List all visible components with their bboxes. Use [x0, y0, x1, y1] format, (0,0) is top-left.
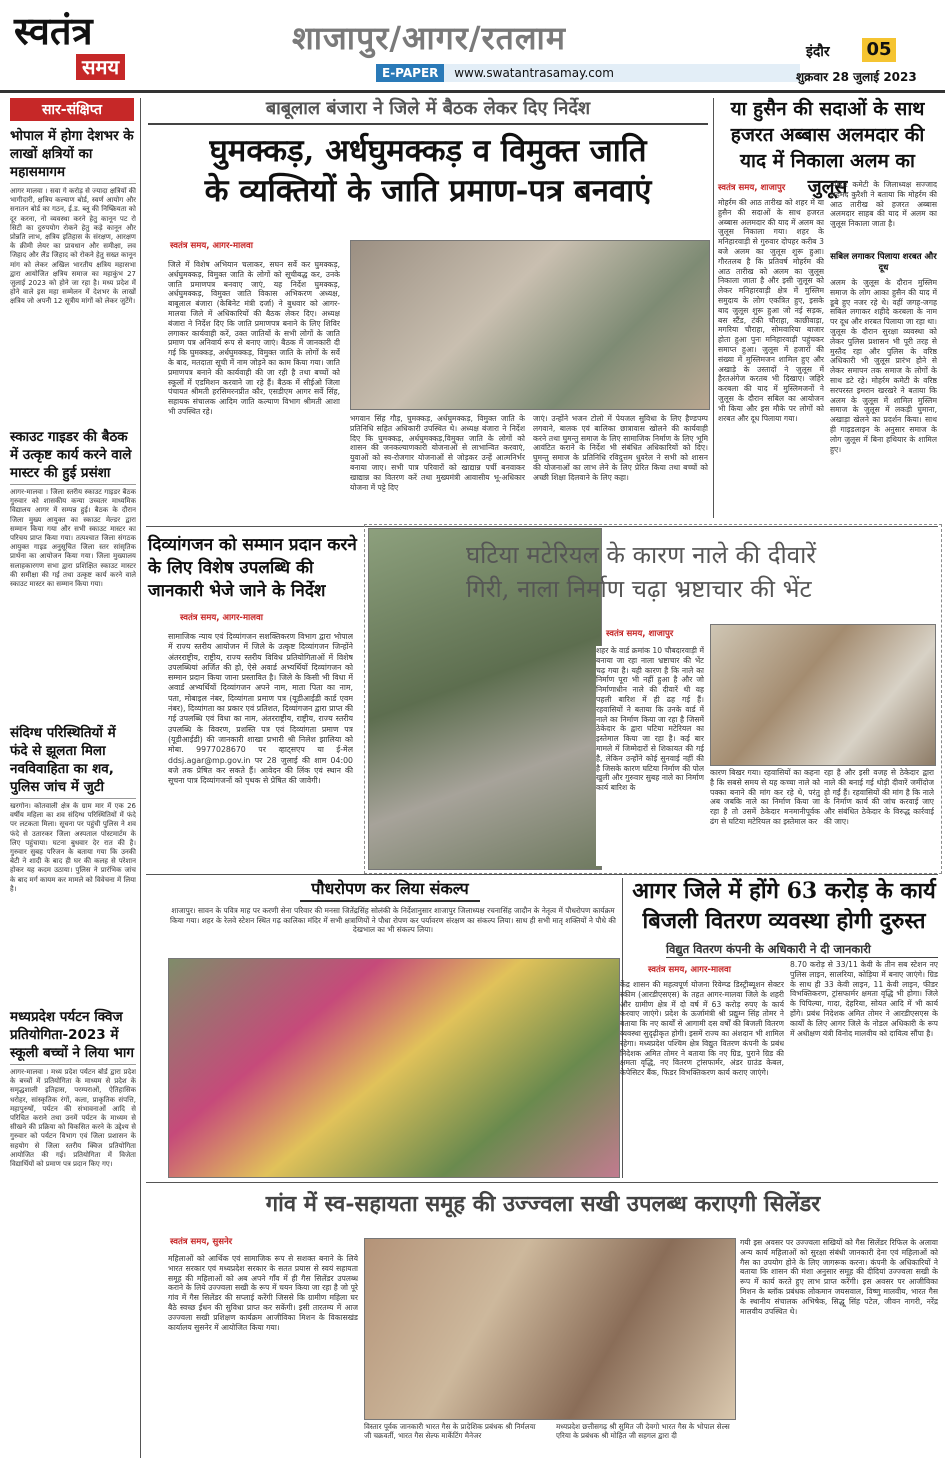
- sidebar-headline: संदिग्ध परिस्थितियों में फंदे से झूलता मिला नवविवाहिता का शव, पुलिस जांच में जुटी: [10, 724, 136, 799]
- story-body: मोहर्रम की आठ तारीख को शहर में या हुसैन की सदाओं के साथ हजरत अब्बास अलमदार की याद में अलम का जुलूस निकाला गया। शहर के मनिहारवाड़ी से गुरुवार दोपहर करीब 3 बजे अलम का जुलूस शुरू हुआ। गौरतलब है कि प्रतिवर्ष मोहर्रम की आठ तारीख को अलम का जुलूस निकाला जाता है और इसी जुलूस को लेकर मनिहारवाड़ी क्षेत्र में मुस्लिम समुदाय के लोग एकत्रित हुए, इसके बाद जुलूस शुरू हुआ जो नई सड़क, बस स्टैंड, टंकी चौराहा, काछीवाड़ा, मगरिया चौराहा, सोमवारिया बाजार होता हुआ पुनः मनिहारवाड़ी पहुंचकर समाप्त हुआ। जुलूस में हजारों की संख्या में मुस्लिमजन शामिल हुए और अखाड़े के उस्तादों ने जुलूस में हैरतअंगेज करतब भी दिखाए। जहिरे करबला की याद में मुस्लिमजनों ने जुलूस के दौरान सबिल का आयोजन भी किया और इस मौके पर लोगों को शरबत और दूध पिलाया गया।: [718, 198, 824, 423]
- story-headline[interactable]: [628, 876, 940, 936]
- story-headline[interactable]: [466, 538, 936, 606]
- epaper-label: E-PAPER: [376, 64, 444, 82]
- sidebar-item[interactable]: [10, 724, 136, 1002]
- story-body: अलम के जुलूस के दौरान मुस्लिम समाज के लोग आका हुसैन की याद में डूबे हुए नजर रहे थे। वहीं जगह-जगह सबिल लगाकर शहीदे करबला के नाम पर दूध और शरबत पिलाया जा रहा था। जुलूस के दौरान सुरक्षा व्यवस्था को लेकर पुलिस प्रशासन भी पूरी तरह से मुस्तैद रहा और पुलिस के वरिष्ठ अधिकारी भी जुलूस प्रारंभ होने से लेकर समापन तक समाज के लोगों के साथ डटे रहे। मोहर्रम कमेटी के वरिष्ठ सरपरस्त इमरान खरखरे ने बताया कि अलम के जुलूस में शामिल मुस्लिम समाज के जुलूस में लकड़ी घुमाना, अखाड़ा खेलने का प्रदर्शन किया। साथ ही गाइडलाइन के अनुसार समाज के लोग जुलूस में बिना हथियार के शामिल हुए।: [830, 278, 937, 454]
- story-headline[interactable]: गांव में स्व-सहायता समूह की उज्ज्वला सखी उपलब्ध कराएगी सिलेंडर: [265, 1191, 821, 1217]
- story-kicker: बाबूलाल बंजारा ने जिले में बैठक लेकर दिए निर्देश: [148, 96, 708, 125]
- sidebar-headline: स्काउट गाइडर की बैठक में उत्कृष्ट कार्य करने वाले मास्टर की हुई प्रसंशा: [10, 428, 136, 485]
- byline: स्वतंत्र समय, आगर-मालवा: [648, 965, 731, 975]
- story-body: सामाजिक न्याय एवं दिव्यांगजन सशक्तिकरण विभाग द्वारा भोपाल में राज्य स्तरीय आयोजन में जिले के उत्कृष्ट दिव्यांगजन जिन्होंने अंतरराष्ट्रीय, राष्ट्रीय, राज्य स्तरीय विविध प्रतियोगिताओं में विशेष उपलब्धियां अर्जित की हो, ऐसे अवार्ड अभ्यर्थियों दिव्यांगजन को सम्मान प्रदान किया जाना प्रस्तावित है। जिले के किसी भी विधा में अवार्ड अभ्यर्थियों दिव्यांगजन अपने नाम, माता पिता का नाम, पता, मोबाइल नंबर, दिव्यांगता प्रमाण पत्र (यूडीआईडी कार्ड एवम नंबर), दिव्यांगता का प्रकार एवं प्रतिशत, दिव्यांगजन द्वारा प्राप्त की गई उपलब्धि एवं विधा का नाम, अंतरराष्ट्रीय, राष्ट्रीय, राज्य स्तरीय उपलब्धि के विवरण, प्रशस्ति पत्र एवं दिव्यांगता प्रमाण पत्र (यूडीआईडी) की जानकारी शाखा प्रभारी श्री निलेश झालिया को मोबा. 9977028670 पर व्हाट्सएप या ई-मेल ddsj.agar@mp.gov.in पर 28 जुलाई की शाम 04:00 बजे तक प्रेषित कर सकते हैं। आवेदन की लिंक एवं स्थान की सूचना पात्र दिव्यांगजनों को पृथक से प्रेषित की जावेगी।: [168, 632, 353, 786]
- sidebar-text: आगर-मालवा । मध्य प्रदेश पर्यटन बोर्ड द्वारा प्रदेश के बच्चों में प्रतियोगिता के माध्यम से प्रदेश के समृद्धशाली इतिहास, परम्पराओं, ऐतिहासिक धरोहर, सांस्कृतिक रंगों, कला, प्राकृतिक संपत्ति, महापुरुषों, पर्यटन की संभावनाओं आदि से परिचित कराने तथा उनमें पर्यटन के माध्यम से सीखने की प्रक्रिया को विकसित करने के उद्देश्य से गुरुवार को पर्यटन विभाग एवं जिला प्रशासन के सहयोग से जिला स्तरीय क्विज प्रतियोगिता आयोजित की गई। प्रतियोगिता में विजेता विद्यार्थियों को प्रमाण पत्र प्रदान किए गए।: [10, 1068, 136, 1169]
- story-headline[interactable]: दिव्यांगजन को सम्मान प्रदान करने के लिए विशेष उपलब्धि की जानकारी भेजे जाने के निर्देश: [148, 535, 357, 601]
- column-divider: [140, 98, 141, 1458]
- epaper-bar: [376, 64, 800, 82]
- byline: स्वतंत्र समय, शाजापुर: [718, 183, 786, 193]
- story-headline[interactable]: या हुसैन की सदाओं के साथ हजरत अब्बास अलमदार की याद में निकाला अलम का जुलूस: [730, 98, 925, 198]
- sidebar-item[interactable]: [10, 1008, 136, 1440]
- sidebar-item[interactable]: [10, 127, 136, 422]
- story-body: भगवान सिंह गौड़, घुमक्कड़, अर्धघुमक्कड़, विमुक्त जाति के प्रतिनिधि सहित अधिकारी उपस्थित थे। अध्यक्ष बंजारा ने निर्देश दिए कि घुमक्कड़, अर्धघुमक्कड़,विमुक्त जाति के लोगों को शासन की जनकल्याणकारी योजनाओं से लाभान्वित करवाएं, युवाओं को स्व-रोजगार योजनाओं से जोड़कर उन्हें आत्मनिर्भर बनाया जाए। सभी पात्र परिवारों को खाद्यान्न पर्ची बनवाकर खाद्यान्न का वितरण करें तथा मुख्यमंत्री आवासीय भू-अधिकार योजना में पट्टे दिए: [350, 414, 525, 492]
- website-link[interactable]: www.swatantrasamay.com: [454, 66, 614, 80]
- byline: स्वतंत्र समय, आगर-मालवा: [180, 613, 263, 623]
- headline-line: बिजली वितरण व्यवस्था होगी दुरुस्त: [642, 908, 926, 934]
- drain-wall-photo[interactable]: [710, 624, 936, 766]
- page-number: 05: [862, 38, 896, 62]
- headline-line: घटिया मटेरियल के कारण नाले की दीवारें: [466, 541, 817, 569]
- story-body: त्योहार कमेटी के जिलाध्यक्ष सज्जाद अहमद कुरैशी ने बताया कि मोहर्रम की आठ तारीख को हजरत अब्बास अलमदार साहब की याद में अलम का जुलूस निकाला जाता है।: [830, 180, 937, 229]
- lead-story: [148, 96, 708, 211]
- training-photo[interactable]: [364, 1238, 736, 1420]
- story-body: जिले में विशेष अभियान चलाकर, सघन सर्वे कर घुमक्कड़, अर्धघुमक्कड़, विमुक्त जाति के लोगों को सूचीबद्ध कर, उनके जाति प्रमाणपत्र बनवाए जाएं, यह निर्देश घुमक्कड़, अर्धघुमक्कड़, विमुक्त जाति विकास अभिकरण अध्यक्ष, बाबूलाल बंजारा (केबिनेट मंत्री दर्जा) ने बुधवार को आगर-मालवा जिले में अधिकारियों की बैठक लेकर दिए। अध्यक्ष बंजारा ने निर्देश दिए कि जाति प्रमाणपत्र बनाने के लिए शिविर लगाकर कार्यवाही करें, उक्त जातियों के सभी लोगों के जाति प्रमाण पत्र अनिवार्य रूप से बनाए जाएं। बैठक में जानकारी दी गई कि घुमक्कड़, अर्धघुमक्कड़, विमुक्त जाति के लोगों के सर्वे के बाद, मतदाता सूची में नाम जोड़ने का काम किया गया। जाति प्रमाणपत्र बनाने की कार्यवाही की जा रही है तथा बच्चों को स्कूलों में एडमिशन करवाने जा रहे हैं। बैठक में सीईओ जिला पंचायत श्रीमती हरसिमरनप्रीत कौर, एसडीएम आगर सर्वे सिंह, सहायक संचालक आदिम जाति कल्याण विभाग श्रीमती आशा भी उपस्थित रहे।: [168, 260, 340, 416]
- story-body: गयी इस अवसर पर उज्ज्वला सखियों को गैस सिलेंडर रिफिल के अलावा अन्य कार्य महिलाओं को सुरक्षा संबंधी जानकारी देना एवं महिलाओं को गैस का उपयोग होने के लिए जागरूक करना। कंपनी के अधिकारियों ने बताया कि शासन की मंशा अनुसार समूह की दीदियां उज्ज्वला सखी के रूप में कार्य करते हुए लाभ प्राप्त करेंगी। इस अवसर पर आजीविका मिशन के ब्लॉक प्रबंधक लोकमान जयसवाल, विष्णु मालवीय, भारत गैस के स्थानीय संचालक अभिषेक, सिद्धू सिंह पटेल, जीवन नागरी, नरेंद्र मालवीय उपस्थित थे।: [740, 1238, 938, 1316]
- plantation-photo[interactable]: [168, 958, 620, 1178]
- byline: स्वतंत्र समय, शाजापुर: [606, 629, 674, 639]
- meeting-photo[interactable]: [350, 240, 710, 410]
- photo-caption: विस्तार पूर्वक जानकारी भारत गैस के प्रादेशिक प्रबंधक श्री निर्मलया जी चक्रवर्ती, भारत गैस सेल्फ मार्केटिंग मैनेजर: [364, 1422, 536, 1440]
- story-body: रहा है और इसी वजह से ठेकेदार द्वारा नाले की बनाई गई थोड़ी दीवारें जमींदोज हो गईं हैं। रहवासियों की मांग है कि नाले के निर्माण कार्य की जांच करवाई जाए और संबंधित ठेकेदार के विरुद्ध कार्रवाई की जाए।: [824, 768, 934, 826]
- story-headline[interactable]: के व्यक्तियों के जाति प्रमाण-पत्र बनवाएं: [204, 173, 652, 209]
- section-divider: [146, 874, 938, 875]
- sidebar-text: आगर-मालवा । जिला स्तरीय स्काउट गाइडर बैठक गुरुवार को शासकीय कन्या उच्चतर माध्यमिक विद्यालय आगर में सम्पन्न हुई। बैठक के दौरान जिला मुख्य आयुक्त का स्काउट मेल्डर द्वारा सम्मान किया गया और सभी स्काउट मास्टर का परिचय प्राप्त किया गया। तत्पश्चात जिला संगठक आयुक्त गाइड अनुसूचित जिला स्तर सांसृतिक प्रार्थना का आयोजन किया गया। जिला मुख्यालय सलाहकारगण सभा द्वारा प्रशिक्षित स्काउट मास्टर की समीक्षा की गई तथा उत्कृष्ट कार्य करने वाले स्काउट मास्टर का सम्मान किया गया।: [10, 488, 136, 589]
- sidebar-title: सार-संक्षिप्त: [10, 98, 134, 121]
- sidebar-text: आगर मालवा । सवा गे करोड़ से ज्यादा क्षत्रियों की भागीदारी, क्षत्रिय कल्याण बोर्ड, स्वर्ण आयोग और सनातन बोर्ड का गठन, ई.ड. ब्लू की निष्क्रियता को दूर करना, नो व्यवस्था करने हेतु कानून पट रो सिटी का दुरुपयोग रोकने हेतु कड़े कानून और प्रोन्नति लाभ, क्षत्रिय इतिहास के संरक्षण, आरक्षण के क्रीमी लेयर का प्रावधान और समीक्षा, लव जिहाद और लैंड जिहाद को रोकने हेतु सख्त कानून मांग को लेकर अखिल भारतीय क्षत्रिय महासभा द्वारा आयोजित क्षत्रिय समाज का महाकुंभ 27 जुलाई 2023 को होने जा रहा है। मध्य प्रदेश में होने वाले इस महा सम्मेलन में देशभर के लाखों क्षत्रिय जो अपनी 12 सूत्रीय मांगों को लेकर जुटेंगे।: [10, 187, 136, 306]
- sidebar-headline: भोपाल में होगा देशभर के लाखों क्षत्रियों का महासमागम: [10, 127, 136, 184]
- story-headline[interactable]: घुमक्कड़, अर्धघुमक्कड़ व विमुक्त जाति: [209, 133, 647, 169]
- story-body: 8.70 करोड़ से 33/11 केवी के तीन सब स्टेशन नए पुलिस लाइन, सालरिया, कोड़िया में बनाए जाएंगे। ग्रिड के साथ ही 33 केवी लाइन, 11 केवी लाइन, फीडर विभक्तिकरण, ट्रांसफार्मर क्षमता वृद्धि भी होगा। जिले के पिपिल्या, गादा, देहरिया, सोयत आदि में भी कार्य होंगे। प्रबंध निदेशक अमित तोमर ने आरडीएसएस के कार्यों के लिए आगर जिले के नोडल अधिकारी के रूप में अधीक्षण यंत्री विनोद मालवीय को दायित्व सौंपा है।: [790, 960, 938, 1038]
- byline: स्वतंत्र समय, सुसनेर: [170, 1237, 233, 1247]
- story-body: कारण बिखर गया। रहवासियों का कहना है कि सबसे समय से यह कच्चा नाले को पक्का बनाने की मांग कर रहे थे, परंतु अब जबकि नाले का निर्माण किया जा रहा है तो उसमें ठेकेदार मनमानीपूर्वक ढंग से घटिया मटेरियल का इस्तेमाल कर: [710, 768, 820, 826]
- headline-line: आगर जिले में होंगे 63 करोड़ के कार्य: [632, 878, 936, 904]
- logo-top-text: स्वतंत्र: [14, 8, 93, 53]
- story-kicker: विद्युत वितरण कंपनी के अधिकारी ने दी जानकारी: [666, 942, 938, 958]
- story-body: महिलाओं को आर्थिक एवं सामाजिक रूप से सशक्त बनाने के लिये भारत सरकार एवं मध्यप्रदेश सरकार के सतत प्रयास से स्वयं सहायता समूह की महिलाओं को अब अपने गाँव में ही गैस सिलेंडर उपलब्ध कराने के लिये उज्ज्वला सखी के रूप में चयन किया जा रहा है जो पूरे गांव में गैस सिलेंडर की सप्लाई करेंगी जिससे कि ग्रामीण महिला घर बैठे स्वच्छ ईंधन की सुविधा प्राप्त कर सकेंगी। इसी तारतम्य में आज उज्ज्वला सखी प्रशिक्षण कार्यक्रम आजीविका मिशन के विकासखंड कार्यालय सुसनेर में आयोजित किया गया।: [168, 1254, 358, 1332]
- story-body: जाएं। उन्होंने भजन टोलो में पेयजल सुविधा के लिए हैण्डपम्प लगवाने, बालक एवं बालिका छात्रावास खोलने की कार्यवाही करने तथा घुमन्तु समाज के लिए सामाजिक निर्माण के लिए भूमि आवंटित कराने के निर्देश भी संबंधित अधिकारियों को दिए। घुमन्तु समाज के प्रतिनिधि रविदुत्तम धुवरेल ने सभी को शासन की योजनाओं का लाभ लेने के लिए प्रेरित किया तथा बच्चों को अच्छी शिक्षा दिलवाने के लिए कहा।: [533, 414, 708, 482]
- photo-caption: मध्यप्रदेश छत्तीसगढ़ श्री सुमित जी देवगो भारत गैस के भोपाल सेल्स एरिया के प्रबंधक श्री मोहित जी सहगल द्वारा दी: [556, 1422, 730, 1440]
- story-headline[interactable]: पौधरोपण कर लिया संकल्प: [300, 878, 480, 902]
- city-name: इंदौर: [806, 44, 830, 60]
- sidebar-item[interactable]: [10, 428, 136, 718]
- edition-title: शाजापुर/आगर/रतलाम: [292, 19, 566, 57]
- sidebar-headline: मध्यप्रदेश पर्यटन क्विज प्रतियोगिता-2023 में स्कूली बच्चों ने लिया भाग: [10, 1008, 136, 1065]
- issue-date: शुक्रवार 28 जुलाई 2023: [796, 70, 917, 84]
- masthead: [0, 0, 945, 92]
- story-subhead: सबिल लगाकर पिलाया शरबत और दूध: [830, 252, 937, 273]
- logo-bottom-text: समय: [76, 54, 125, 80]
- newspaper-logo[interactable]: [14, 10, 164, 90]
- story-body: शहर के वार्ड क्रमांक 10 चौबदारवाड़ी में बनाया जा रहा नाला भ्रष्टाचार की भेंट चढ़ गया है। यही कारण है कि नाले का निर्माण पूरा भी नहीं हुआ है और जो निर्माणाधीन नाले की दीवारें थी वह पहली बारिश में ही ढह गई हैं। रहवासियों ने बताया कि उनके वार्ड में नाले का निर्माण किया जा रहा है जिसमें ठेकेदार के द्वारा घटिया मटेरियल का इस्तेमाल किया जा रहा है। कई बार मामले में जिम्मेदारों से शिकायत की गई है, लेकिन उन्होंने कोई सुनवाई नहीं की है जिसके कारण घटिया निर्माण की पोल खुली और गुरुवार सुबह नाले का निर्माण कार्य बारिश के: [596, 646, 704, 866]
- section-divider: [146, 1182, 938, 1183]
- masthead-divider: [0, 90, 945, 93]
- summary-sidebar: [10, 98, 136, 1440]
- story-body: केंद्र शासन की महत्वपूर्ण योजना रिवेम्प्ड डिस्ट्रीब्यूशन सेक्टर स्कीम (आरडीएसएस) के तहत आगर-मालवा जिले के शहरी और ग्रामीण क्षेत्र में दो वर्ष में 63 करोड़ रुपए के कार्य करवाए जाएंगे। प्रदेश के ऊर्जामंत्री श्री प्रद्युम्न सिंह तोमर ने बताया कि नए कार्यों से आगामी दस वर्षों की बिजली वितरण व्यवस्था सुदृढ़ीकृत होगी। इसमें राज्य का अंशदान भी शामिल रहेगा। मध्यप्रदेश पश्चिम क्षेत्र विद्युत वितरण कंपनी के प्रबंध निदेशक अमित तोमर ने बताया कि नए ग्रिड, पुराने ग्रिड की क्षमता वृद्धि, नए वितरण ट्रांसफार्मर, अंडर ग्राउंड केबल, केपेसिटर बैंक, फिडर विभक्तिकरण कार्य कराए जाएंगे।: [620, 980, 784, 1078]
- column-divider: [713, 98, 714, 518]
- story-body: शाजापुर। सावन के पवित्र माह पर करणी सेना परिवार की मनसा जितेंद्रसिंह सोलंकी के निर्देशानुसार शाजापुर जिलाध्यक्ष रचनासिंह जादौन के नेतृत्व में पौधरोपण कार्यक्रम किया गया। शहर के रेलवे स्टेशन स्थित गढ़ कालिका मंदिर में सभी क्षत्राणियों ने पौधा रोपण कर पर्यावरण संरक्षण का संकल्प लिया। साथ ही सभी मातृ शक्तियों ने पौधे की देखभाल का भी संकल्प लिया।: [170, 906, 616, 935]
- byline: स्वतंत्र समय, आगर-मालवा: [170, 241, 253, 251]
- headline-line: गिरी, नाला निर्माण चढ़ा भ्रष्टाचार की भेंट: [466, 575, 812, 603]
- sidebar-text: खरगोन। कोतवाली क्षेत्र के ग्राम मार में एक 26 वर्षीय महिला का शव संदिग्ध परिस्थितियों में फंदे पर लटकता मिला। सूचना पर पहुंची पुलिस ने शव फंदे से उतारकर जिला अस्पताल पोस्टमार्टम के लिए पहुंचाया। घटना बुधवार देर रात की है। गुरुवार सुबह परिजन के बताया गया कि उनकी बेटी ने शादी के बाद ही घर की कलह से परेशान होकर यह कदम उठाया। पुलिस ने प्रारंभिक जांच के बाद मर्ग कायम कर मामले को विवेचना में लिया है।: [10, 802, 136, 893]
